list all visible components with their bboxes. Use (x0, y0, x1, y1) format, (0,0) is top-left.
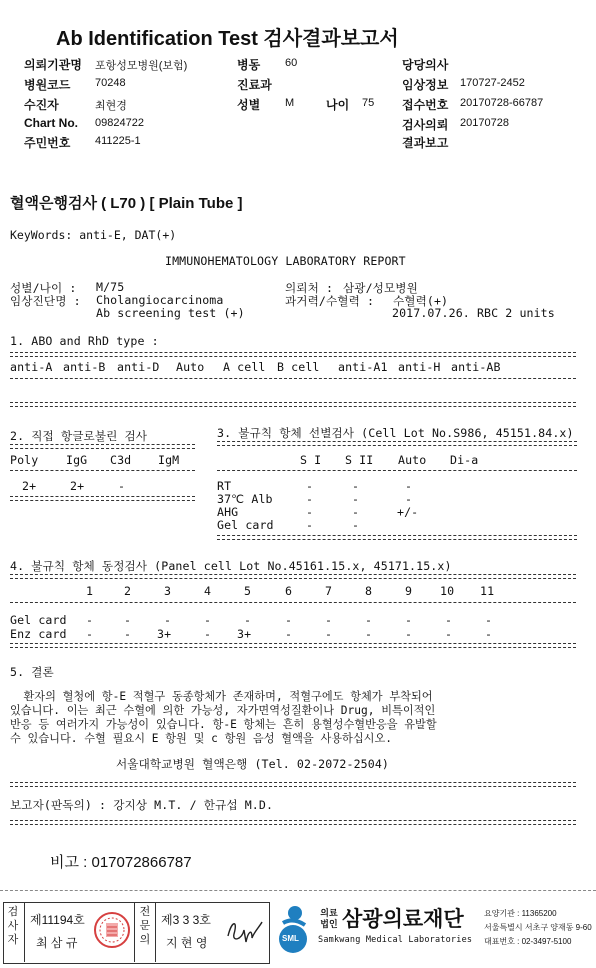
conclusion-line: 환자의 혈청에 항-E 적혈구 동종항체가 존재하며, 적혈구에도 항체가 부착되어 (10, 690, 433, 703)
s4-col: 6 (285, 584, 293, 598)
s3-col: S I (300, 453, 322, 467)
header-label: 수진자 (24, 98, 59, 112)
s1-col: anti-D (117, 360, 160, 374)
s1-col: B cell (277, 360, 320, 374)
s4-col: 1 (86, 584, 94, 598)
tester-label: 검사자 (7, 906, 19, 946)
rule (217, 470, 577, 471)
lab-contact: 서울대학교병원 혈액은행 (Tel. 02-2072-2504) (116, 757, 389, 771)
s2-value: - (118, 479, 126, 493)
report-title: Ab Identification Test 검사결과보고서 (56, 28, 399, 50)
note: 비고 : 017072866787 (50, 854, 192, 871)
header-label: 주민번호 (24, 136, 71, 150)
s2-col: Poly (10, 453, 39, 467)
s4-cell: - (204, 613, 212, 627)
header-value: 70248 (95, 77, 126, 89)
tester-seal-icon (93, 911, 131, 949)
s4-cell: - (405, 627, 413, 641)
s1-col: anti-H (398, 360, 441, 374)
address: 서울특별시 서초구 양재동 9-60 (484, 923, 592, 932)
s4-cell: - (445, 627, 453, 641)
header-label: 검사의뢰 (402, 118, 449, 132)
specialist-name: 지 현 영 (166, 936, 208, 950)
s3-cell: - (306, 505, 314, 519)
header-label: 접수번호 (402, 98, 449, 112)
s1-title: 1. ABO and RhD type : (10, 334, 159, 348)
rule (10, 444, 195, 449)
s4-col: 11 (480, 584, 495, 598)
rule (10, 352, 576, 357)
requester-label: 의뢰처 : (285, 281, 334, 295)
s4-cell: - (405, 613, 413, 627)
s4-col: 2 (124, 584, 132, 598)
s3-cell: - (352, 492, 360, 506)
header-value: 포항성모병원(보험) (95, 60, 188, 72)
header-value: 09824722 (95, 117, 144, 129)
sex-age: M/75 (96, 280, 125, 294)
header-value: 170727-2452 (460, 77, 525, 89)
s3-cell: - (306, 479, 314, 493)
header-value: 20170728 (460, 117, 509, 129)
s4-row-label: Enz card (10, 627, 67, 641)
header-label: 병원코드 (24, 78, 71, 92)
diagnosis-label: 임상진단명 : (10, 294, 81, 308)
s4-cell: - (325, 613, 333, 627)
rule (10, 820, 576, 825)
report-heading: IMMUNOHEMATOLOGY LABORATORY REPORT (165, 254, 406, 268)
s4-col: 5 (244, 584, 252, 598)
s4-col: 8 (365, 584, 373, 598)
rule (10, 496, 195, 501)
reporter: 보고자(판독의) : 강지상 M.T. / 한규섭 M.D. (10, 798, 274, 812)
tester-license: 제11194호 (30, 913, 85, 927)
reg-number: 요양기관 : 11365200 (484, 909, 557, 918)
s5-title: 5. 결론 (10, 665, 54, 679)
s4-col: 4 (204, 584, 212, 598)
s2-title: 2. 직접 항글로불린 검사 (10, 429, 148, 443)
header-label: 성별 (237, 98, 261, 112)
s1-col: anti-AB (451, 360, 501, 374)
diagnosis-line2: Ab screening test (+) (96, 306, 245, 320)
s1-col: A cell (223, 360, 266, 374)
s2-col: C3d (110, 453, 132, 467)
s4-row-label: Gel card (10, 613, 67, 627)
specialist-label: 전문의 (139, 906, 151, 946)
header-label: 의뢰기관명 (24, 58, 82, 72)
rule (217, 441, 577, 446)
s4-cell: - (164, 613, 172, 627)
history: 수혈력(+) (393, 294, 449, 308)
s3-title: 3. 불규칙 항체 선별검사 (Cell Lot No.S986, 45151.84.x) (217, 426, 574, 440)
s1-col: anti-B (63, 360, 106, 374)
s4-cell: - (365, 627, 373, 641)
s3-row-label: 37℃ Alb (217, 492, 273, 506)
specialist-license: 제3 3 3호 (161, 913, 211, 927)
diagnosis: Cholangiocarcinoma (96, 293, 224, 307)
s3-cell: - (405, 492, 413, 506)
s4-cell: - (244, 613, 252, 627)
header-label: 임상정보 (402, 78, 449, 92)
s3-cell: +/- (397, 505, 419, 519)
phone: 대표번호 : 02-3497-5100 (484, 937, 572, 946)
rule (10, 574, 576, 579)
s4-cell: - (485, 613, 493, 627)
s4-cell: - (485, 627, 493, 641)
header-label: 병동 (237, 58, 261, 72)
history-label: 과거력/수혈력 : (285, 294, 375, 308)
divider (24, 902, 25, 962)
history-line2: 2017.07.26. RBC 2 units (392, 306, 555, 320)
keywords: KeyWords: anti-E, DAT(+) (10, 228, 177, 242)
s4-cell: - (365, 613, 373, 627)
rule (10, 402, 576, 407)
header-value: 75 (362, 97, 375, 109)
requester: 삼광/성모병원 (343, 281, 418, 295)
s2-value: 2+ (22, 479, 37, 493)
s1-col: Auto (176, 360, 205, 374)
s3-cell: - (352, 505, 360, 519)
header-value: 20170728-66787 (460, 97, 544, 109)
header-value: 최현경 (95, 100, 127, 112)
s3-cell: - (306, 518, 314, 532)
s2-value: 2+ (70, 479, 85, 493)
conclusion-line: 수 있습니다. 수혈 필요시 E 항원 및 c 항원 음성 혈액을 사용하십시오. (10, 732, 393, 745)
divider (134, 902, 135, 962)
logo-text: SML (282, 934, 299, 943)
s3-col: S II (345, 453, 374, 467)
header-value: M (285, 97, 295, 109)
s4-col: 9 (405, 584, 413, 598)
rule (10, 470, 195, 471)
s3-row-label: Gel card (217, 518, 274, 532)
s3-row-label: AHG (217, 505, 239, 519)
s3-cell: - (306, 492, 314, 506)
s2-col: IgM (158, 453, 180, 467)
divider (155, 902, 156, 962)
rule (10, 602, 576, 603)
s3-col: Di-a (450, 453, 479, 467)
tester-name: 최 삼 규 (36, 936, 78, 950)
s4-cell: - (86, 627, 94, 641)
header-label: 결과보고 (402, 136, 449, 150)
s3-row-label: RT (217, 479, 232, 493)
org-english: Samkwang Medical Laboratories (318, 935, 473, 945)
conclusion-line: 있습니다. 이는 최근 수혈에 의한 가능성, 자가면역성질환이나 Drug, 비특이적인 (10, 704, 436, 717)
footer-divider (0, 890, 596, 891)
header-label: 진료과 (237, 78, 272, 92)
s4-cell: - (204, 627, 212, 641)
s4-cell: 3+ (237, 627, 252, 641)
s4-col: 3 (164, 584, 172, 598)
rule (10, 643, 576, 648)
header-label: 나이 (326, 98, 350, 112)
s4-col: 10 (440, 584, 455, 598)
conclusion-line: 반응 등 여러가지 가능성이 있습니다. 항-E 항체는 흔히 용혈성수혈반응을 유발할 (10, 718, 437, 731)
s4-cell: - (86, 613, 94, 627)
org-type: 의료법인 (320, 908, 338, 929)
header-value: 60 (285, 57, 298, 69)
org-name: 삼광의료재단 (342, 908, 464, 931)
s4-cell: - (445, 613, 453, 627)
s4-cell: - (124, 613, 132, 627)
s4-col: 7 (325, 584, 333, 598)
section-title: 혈액은행검사 ( L70 ) [ Plain Tube ] (10, 195, 243, 212)
s4-cell: - (285, 627, 293, 641)
sex-age-label: 성별/나이 : (10, 281, 77, 295)
signature-icon (222, 912, 266, 950)
s1-col: anti-A1 (338, 360, 388, 374)
s3-col: Auto (398, 453, 427, 467)
s4-cell: 3+ (157, 627, 172, 641)
header-value: 411225-1 (95, 135, 141, 147)
s4-title: 4. 불규칙 항체 동정검사 (Panel cell Lot No.45161.15.x, 45171.15.x) (10, 559, 452, 573)
s1-col: anti-A (10, 360, 53, 374)
rule (217, 535, 577, 540)
s3-cell: - (352, 479, 360, 493)
header-label: Chart No. (24, 116, 78, 130)
s4-cell: - (325, 627, 333, 641)
rule (10, 378, 576, 379)
s4-cell: - (124, 627, 132, 641)
s3-cell: - (405, 479, 413, 493)
rule (10, 782, 576, 787)
s4-cell: - (285, 613, 293, 627)
s2-col: IgG (66, 453, 88, 467)
s3-cell: - (352, 518, 360, 532)
header-label: 당당의사 (402, 58, 449, 72)
sml-logo-icon (271, 903, 315, 955)
